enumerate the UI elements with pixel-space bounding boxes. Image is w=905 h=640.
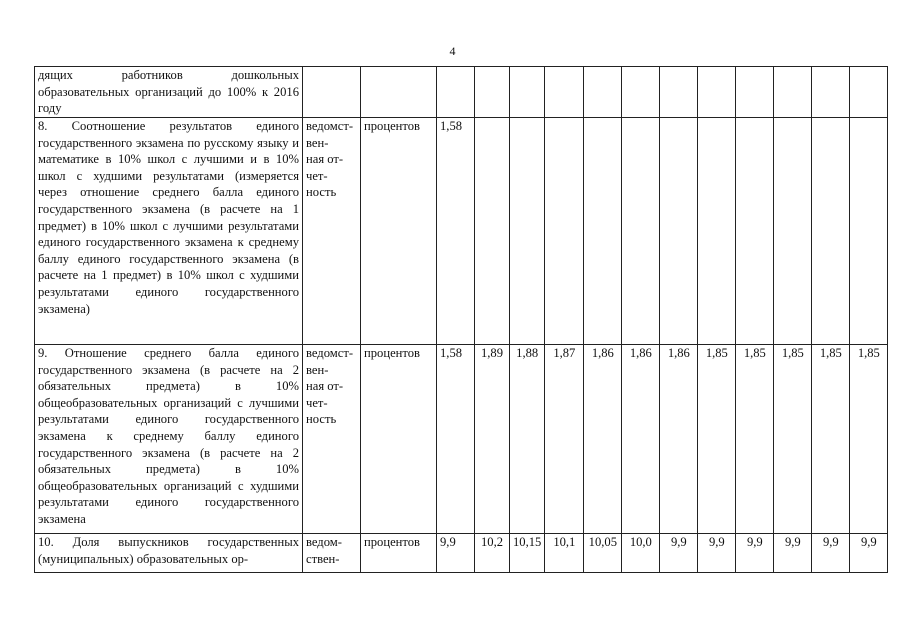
value-cell: 10,15 [510,534,545,573]
indicator-source [303,67,361,118]
value-cell [660,118,698,345]
indicator-description: 8. Соотношение результатов единого государственного экзамена по русскому языку и математике в 10% школ с лучшими и в 10% школ с худшими результатами (измеряется через отношение среднего балла единого государственного экзамена (в расчете на 1 предмет) в 10% школ с лучшими результатами единого государственного экзамена к среднему баллу единого государственного экзамена (в расчете на 1 предмет) в 10% школ с худшими результатами единого государственного экзамена) [35,118,303,345]
value-cell [774,67,812,118]
value-cell [437,67,475,118]
indicator-source [303,534,361,573]
value-cell: 1,89 [475,345,510,534]
value-cell: 1,58 [437,345,475,534]
value-cell: 10,1 [545,534,584,573]
value-cell: 1,86 [622,345,660,534]
value-cell: 9,9 [698,534,736,573]
value-cell [622,67,660,118]
value-cell [850,118,888,345]
value-cell [812,118,850,345]
value-cell [622,118,660,345]
value-cell: 9,9 [850,534,888,573]
value-cell: 1,87 [545,345,584,534]
value-cell: 9,9 [736,534,774,573]
value-cell: 10,2 [475,534,510,573]
value-cell [660,67,698,118]
value-cell [545,67,584,118]
value-cell: 9,9 [660,534,698,573]
table-row [35,67,888,118]
value-cell: 1,85 [736,345,774,534]
value-cell [774,118,812,345]
value-cell: 1,88 [510,345,545,534]
indicator-description: 10. Доля выпускников государственных (муниципальных) образовательных ор- [35,534,303,573]
value-cell: 10,0 [622,534,660,573]
value-cell [510,67,545,118]
indicator-unit: процентов [361,118,437,345]
source-text: ведом- ствен- [306,535,342,566]
value-cell: 9,9 [812,534,850,573]
table-row [35,345,888,534]
indicator-unit: процентов [361,534,437,573]
indicator-table [34,66,888,573]
source-text: ведомст- вен- ная от- чет- ность [306,119,354,200]
table-row [35,534,888,573]
indicator-unit [361,67,437,118]
value-cell [475,118,510,345]
source-text: ведомст- вен- ная от- чет- ность [306,346,354,427]
value-cell [698,67,736,118]
value-cell: 1,58 [437,118,475,345]
value-cell: 9,9 [437,534,475,573]
value-cell [584,67,622,118]
indicator-description: 9. Отношение среднего балла единого государственного экзамена (в расчете на 2 обязательных предмета) в 10% общеобразовательных организаций с лучшими результатами единого государственного экзамена к среднему баллу единого государственного экзамена (в расчете на 2 обязательных предмета) в 10% общеобразовательных организаций с худшими результатами единого государственного экзамена [35,345,303,534]
value-cell: 1,85 [698,345,736,534]
value-cell: 1,85 [850,345,888,534]
indicator-source [303,345,361,534]
value-cell: 1,85 [812,345,850,534]
value-cell [475,67,510,118]
value-cell [850,67,888,118]
value-cell [736,118,774,345]
value-cell [545,118,584,345]
value-cell: 1,86 [584,345,622,534]
indicator-source [303,118,361,345]
value-cell: 10,05 [584,534,622,573]
indicator-unit: процентов [361,345,437,534]
value-cell: 9,9 [774,534,812,573]
value-cell [812,67,850,118]
value-cell [584,118,622,345]
table-row [35,118,888,345]
value-cell: 1,85 [774,345,812,534]
value-cell [698,118,736,345]
value-cell [510,118,545,345]
page-number: 4 [449,44,456,58]
value-cell: 1,86 [660,345,698,534]
indicator-description: дящих работников дошкольных образовательных организаций до 100% к 2016 году [35,67,303,118]
value-cell [736,67,774,118]
